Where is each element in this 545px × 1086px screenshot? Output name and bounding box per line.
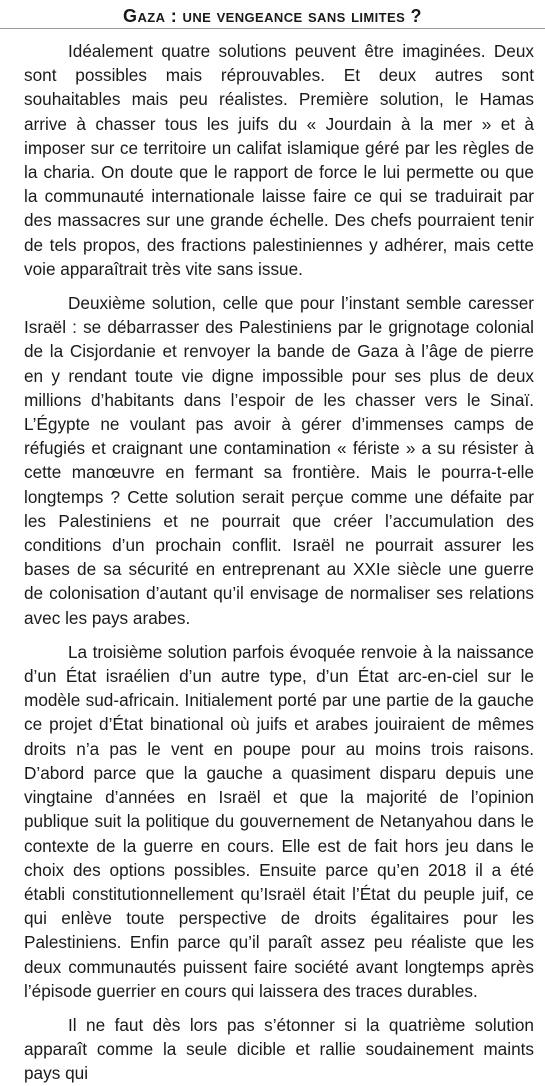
- paragraph-4: Il ne faut dès lors pas s’étonner si la quatrième solution apparaît comme la seule dicible et rallie soudainement maints pays qui: [24, 1014, 534, 1084]
- paragraph-3: La troisième solution parfois évoquée renvoie à la naissance d’un État israélien d’un autre type, d’un État arc-en-ciel sur le modèle sud-africain. Initialement porté par une partie de la gauche ce projet d’État binational où juifs et arabes jouiraient de mêmes droits n’a pas le vent en poupe pour au moins trois raisons. D’abord parce que la gauche a quasiment disparu depuis une vingtaine d’années en Israël et que la majorité de l’opinion publique suit la politique du gouvernement de Netanyahou dans le contexte de la guerre en cours. Elle est de fait hors jeu dans le choix des options possibles. Ensuite parce qu’en 2018 il a été établi constitutionnellement qu’Israël était l’État du peuple juif, ce qui enlève toute perspective de droits égalitaires pour les Palestiniens. Enfin parce qu’il paraît assez peu réaliste que les deux communautés puissent faire société avant longtemps après l’épisode guerrier en cours qui laissera des traces durables.: [24, 641, 534, 1001]
- article-title: Gaza : une vengeance sans limites ?: [123, 6, 422, 26]
- paragraph-2: Deuxième solution, celle que pour l’instant semble caresser Israël : se débarrasser des Palestiniens par le grignotage colonial de la Cisjordanie et renvoyer la bande de Gaza à l’âge de pierre en y rendant toute vie digne impossible pour ses plus de deux millions d’habitants dans l’espoir de les chasser vers le Sinaï. L’Égypte ne voulant pas avoir à gérer d’immenses camps de réfugiés et craignant une contamination « fériste » a su résister à cette manœuvre en fermant sa frontière. Mais le pourra-t-elle longtemps ? Cette solution serait perçue comme une défaite par les Palestiniens et ne pourrait que créer l’accumulation des conditions d’un prochain conflit. Israël ne pourrait assurer les bases de sa sécurité en entreprenant au XXIe siècle une guerre de colonisation d’autant qu’il envisage de normaliser ses relations avec les pays arabes.: [24, 293, 534, 628]
- article-body: [24, 39, 534, 1086]
- title-divider: [0, 28, 545, 29]
- paragraph-1: Idéalement quatre solutions peuvent être imaginées. Deux sont possibles mais réprouvables. Et deux autres sont souhaitables mais peu réalistes. Première solution, le Hamas arrive à chasser tous les juifs du « Jourdain à la mer » et à imposer sur ce territoire un califat islamique géré par les règles de la charia. On doute que le rapport de force le lui permette ou que la communauté internationale laisse faire ce qui se traduirait par des massacres sur une grande échelle. Des chefs pourraient tenir de tels propos, des fractions palestiniennes y adhérer, mais cette voie apparaîtrait très vite sans issue.: [24, 41, 534, 279]
